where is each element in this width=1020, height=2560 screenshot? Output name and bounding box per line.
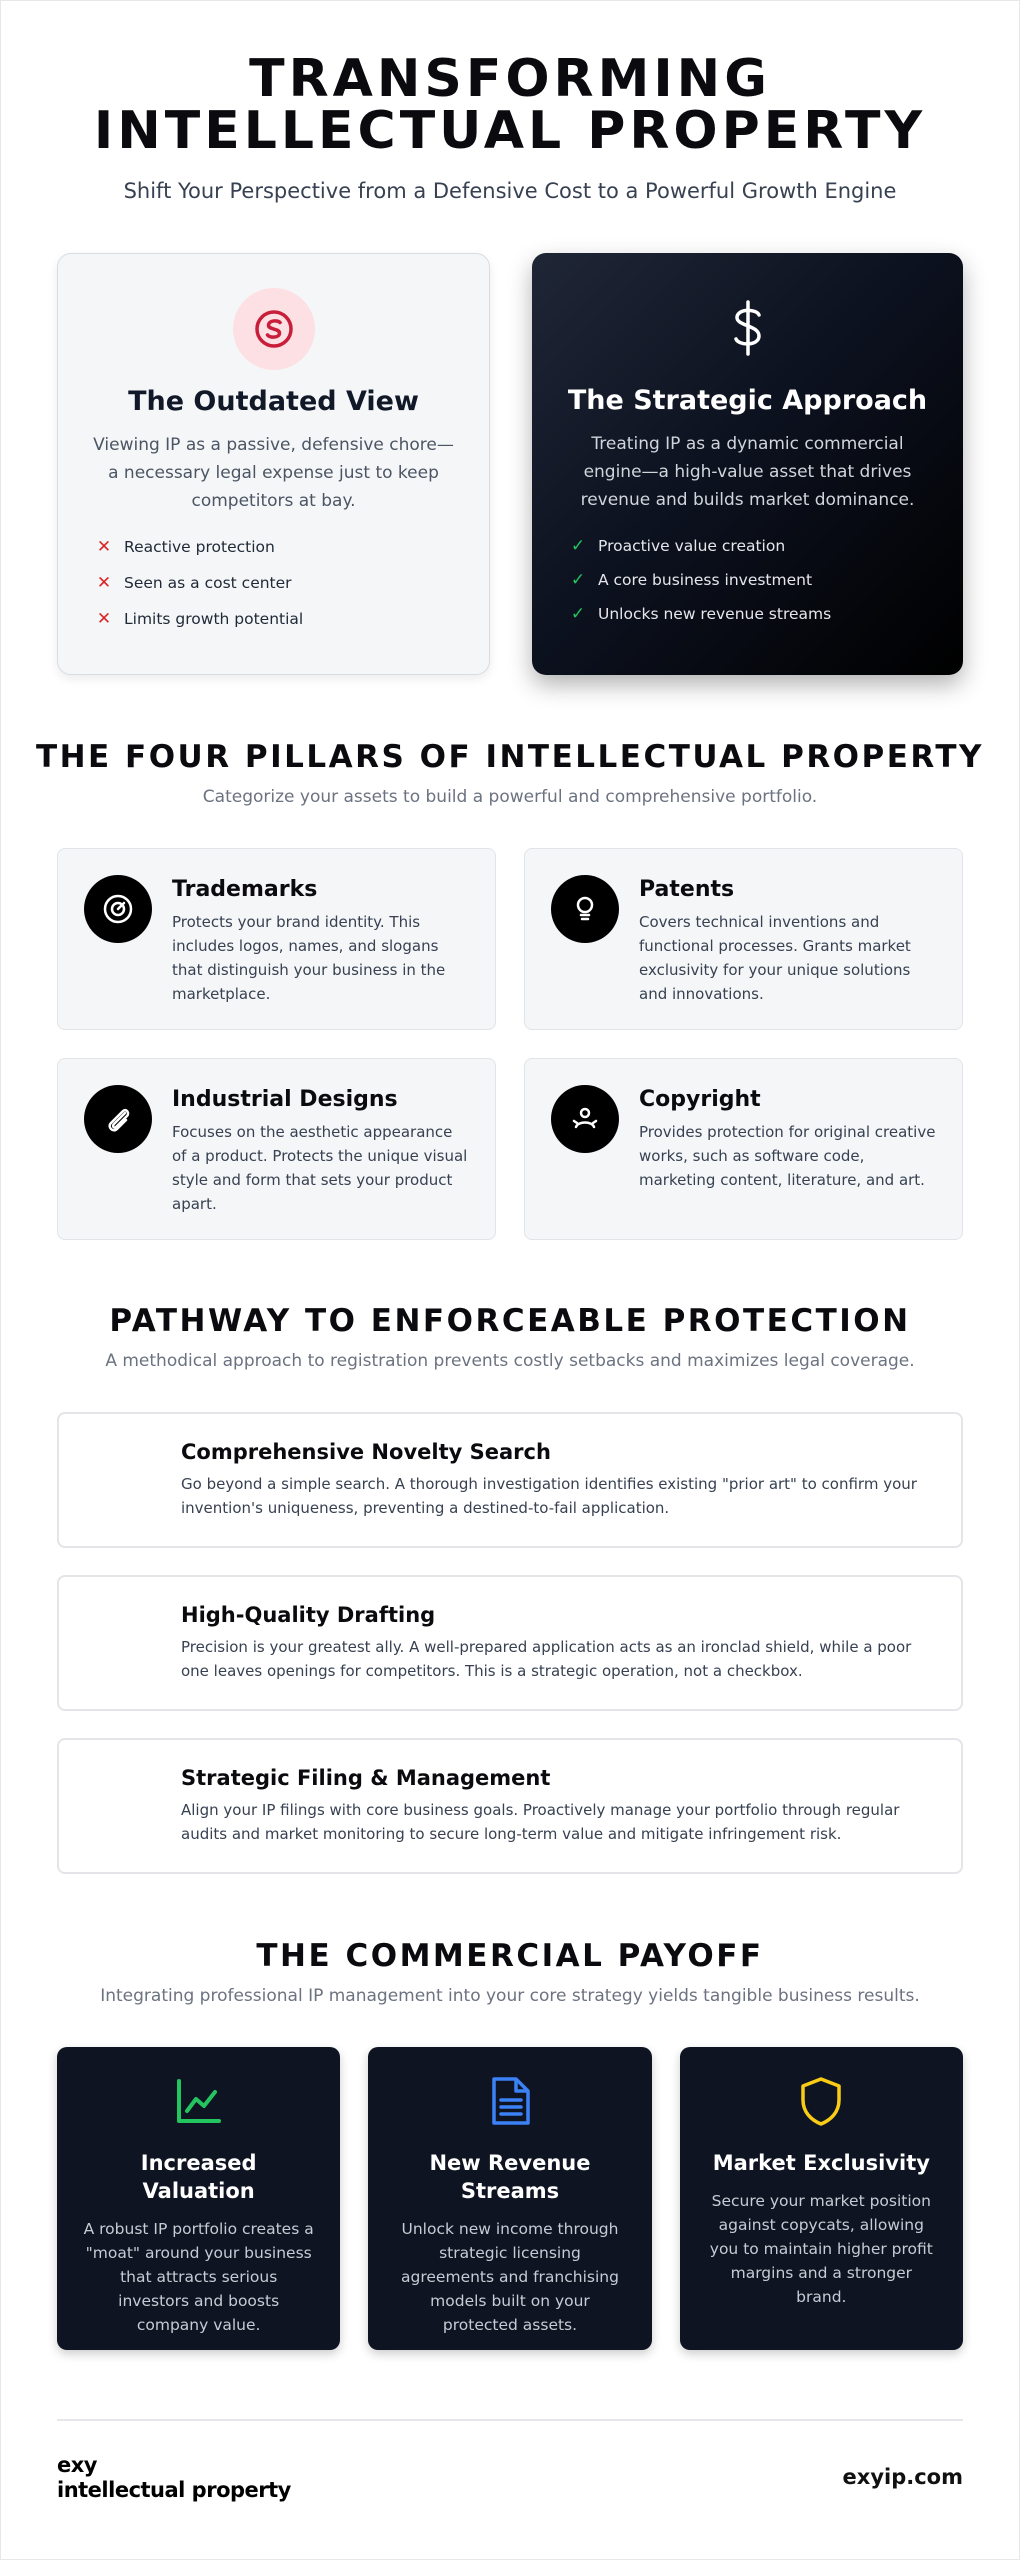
page-title	[1, 49, 1019, 161]
outdated-view-card	[57, 253, 490, 675]
pathway-subheading: A methodical approach to registration prevents costly setbacks and maximizes legal coverage.	[105, 1351, 915, 1371]
check-icon: ✓	[570, 570, 586, 590]
payoff-card-revenue	[368, 2047, 651, 2350]
lightbulb-icon	[551, 875, 619, 943]
pillar-title: Copyright	[639, 1087, 761, 1112]
outdated-view-title: The Outdated View	[128, 386, 419, 417]
page-subtitle: Shift Your Perspective from a Defensive Cost to a Powerful Growth Engine	[123, 179, 897, 203]
pillar-text: Covers technical inventions and functional processes. Grants market exclusivity for your unique solutions and innovations.	[639, 913, 911, 1003]
outdated-view-description: Viewing IP as a passive, defensive chore—a necessary legal expense just to keep competitors at bay.	[93, 435, 454, 511]
x-icon: ✕	[96, 573, 112, 593]
step-card-novelty-search	[57, 1412, 963, 1548]
list-item-label: A core business investment	[598, 571, 813, 589]
comparison-section	[57, 253, 963, 675]
list-item-label: Unlocks new revenue streams	[598, 605, 832, 623]
payoff-card-valuation	[57, 2047, 340, 2350]
pillar-title: Industrial Designs	[172, 1087, 398, 1112]
check-icon: ✓	[570, 536, 586, 556]
pillars-grid	[57, 848, 963, 1240]
step-text: Align your IP filings with core business goals. Proactively manage your portfolio through regular audits and market monitoring to secure long-term value and mitigate infringement risk.	[181, 1801, 900, 1843]
pillars-heading: THE FOUR PILLARS OF INTELLECTUAL PROPERTY	[35, 739, 985, 775]
list-item-label: Seen as a cost center	[124, 574, 292, 592]
title-line-2: INTELLECTUAL PROPERTY	[93, 101, 927, 161]
list-item-label: Proactive value creation	[598, 537, 786, 555]
logo-line-2: intellectual property	[57, 2478, 291, 2502]
website-link[interactable]: exyip.com	[842, 2465, 963, 2489]
title-line-1: TRANSFORMING	[249, 49, 771, 109]
pillars-header	[1, 739, 1019, 807]
no-dollar-icon	[233, 288, 315, 370]
list-item	[570, 570, 929, 590]
step-card-filing-management	[57, 1738, 963, 1874]
pathway-heading: PATHWAY TO ENFORCEABLE PROTECTION	[109, 1303, 911, 1339]
shield-icon	[706, 2073, 937, 2129]
pathway-steps	[57, 1412, 963, 1901]
logo-line-1: exy	[57, 2453, 97, 2477]
payoff-text: A robust IP portfolio creates a "moat" around your business that attracts serious investors and boosts company value.	[83, 2220, 314, 2334]
creator-icon	[551, 1085, 619, 1153]
strategic-approach-card	[532, 253, 963, 675]
check-icon: ✓	[570, 604, 586, 624]
pillar-card-trademarks	[57, 848, 496, 1030]
payoff-text: Secure your market position against copycats, allowing you to maintain higher profit margins and a stronger brand.	[709, 2192, 933, 2306]
payoff-title: Market Exclusivity	[712, 2151, 930, 2175]
step-title: Comprehensive Novelty Search	[181, 1440, 551, 1464]
list-item	[96, 573, 455, 593]
payoff-cards	[57, 2047, 963, 2350]
company-logo[interactable]	[57, 2453, 291, 2503]
pillar-card-patents	[524, 848, 963, 1030]
step-text: Precision is your greatest ally. A well-prepared application acts as an ironclad shield, while a poor one leaves openings for competitors. This is a strategic operation, not a checkbox.	[181, 1638, 912, 1680]
payoff-subheading: Integrating professional IP management into your core strategy yields tangible business results.	[100, 1986, 920, 2006]
payoff-card-exclusivity	[680, 2047, 963, 2350]
payoff-text: Unlock new income through strategic licensing agreements and franchising models built on your protected assets.	[401, 2220, 619, 2334]
pillars-subheading: Categorize your assets to build a powerful and comprehensive portfolio.	[202, 787, 818, 807]
dollar-icon	[707, 287, 789, 369]
strategic-approach-description: Treating IP as a dynamic commercial engine—a high-value asset that drives revenue and builds market dominance.	[580, 434, 915, 510]
payoff-title: Increased Valuation	[140, 2151, 257, 2203]
step-title: High-Quality Drafting	[181, 1603, 436, 1627]
list-item-label: Limits growth potential	[124, 610, 304, 628]
pillar-text: Protects your brand identity. This includes logos, names, and slogans that distinguish your business in the marketplace.	[172, 913, 446, 1003]
payoff-title: New Revenue Streams	[429, 2151, 591, 2203]
pathway-header	[1, 1303, 1019, 1371]
pillar-text: Focuses on the aesthetic appearance of a product. Protects the unique visual style and form that sets your product apart.	[172, 1123, 468, 1213]
payoff-heading: THE COMMERCIAL PAYOFF	[256, 1938, 764, 1974]
pillar-card-copyright	[524, 1058, 963, 1240]
list-item	[96, 609, 455, 629]
step-title: Strategic Filing & Management	[181, 1766, 551, 1790]
brand-badge-icon	[84, 875, 152, 943]
list-item	[96, 537, 455, 557]
pillar-title: Patents	[639, 877, 735, 902]
line-chart-icon	[83, 2073, 314, 2129]
pillar-card-industrial-designs	[57, 1058, 496, 1240]
strategic-approach-list	[566, 536, 929, 624]
pillar-title: Trademarks	[172, 877, 318, 902]
pillar-text: Provides protection for original creative works, such as software code, marketing content, literature, and art.	[639, 1123, 936, 1189]
payoff-header	[1, 1938, 1019, 2006]
x-icon: ✕	[96, 609, 112, 629]
x-icon: ✕	[96, 537, 112, 557]
strategic-approach-title: The Strategic Approach	[567, 385, 928, 416]
document-icon	[394, 2073, 625, 2129]
list-item	[570, 536, 929, 556]
paperclip-icon	[84, 1085, 152, 1153]
footer-divider	[57, 2419, 963, 2421]
step-card-drafting	[57, 1575, 963, 1711]
list-item	[570, 604, 929, 624]
step-text: Go beyond a simple search. A thorough investigation identifies existing "prior art" to confirm your invention's uniqueness, preventing a destined-to-fail application.	[181, 1475, 917, 1517]
hero	[1, 1, 1019, 203]
outdated-view-list	[92, 537, 455, 629]
list-item-label: Reactive protection	[124, 538, 275, 556]
